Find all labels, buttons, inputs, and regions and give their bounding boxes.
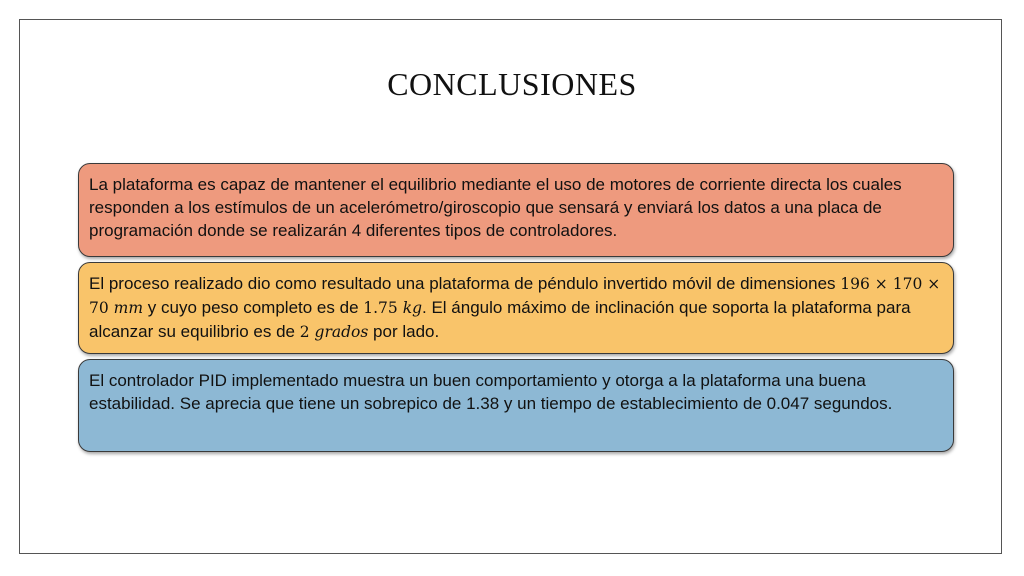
dimension-1: 196 [840, 275, 870, 293]
conclusion-box-1 [78, 163, 954, 257]
angle-value: 2 [299, 323, 310, 341]
times-sign-1: × [869, 275, 893, 293]
conclusion-2-part-4: por lado. [368, 322, 440, 341]
dimension-3: 70 [89, 299, 109, 317]
dimension-2: 170 [892, 275, 923, 293]
conclusion-2-part-2: y cuyo peso completo es de [143, 298, 364, 317]
conclusion-text-1: La plataforma es capaz de mantener el equilibrio mediante el uso de motores de corriente directa los cuales responden a los estímulos de un acelerómetro/giroscopio que sensará y enviará los datos a una placa de programación donde se realizarán 4 diferentes tipos de controladores. [89, 175, 902, 240]
slide-title: CONCLUSIONES [387, 66, 637, 102]
conclusion-box-3 [78, 359, 954, 452]
conclusion-text-2 [89, 272, 943, 344]
times-sign-2: × [922, 275, 941, 293]
weight-value: 1.75 [363, 299, 398, 317]
conclusion-2-part-3: . El ángulo máximo de inclinación que soporta la plataforma para alcanzar su equilibrio es de [89, 298, 911, 341]
unit-mm: mm [108, 299, 144, 317]
unit-kg: kg [397, 299, 423, 317]
conclusion-box-2 [78, 262, 954, 354]
conclusion-2-part-1: El proceso realizado dio como resultado una plataforma de péndulo invertido móvil de dimensiones [89, 274, 841, 293]
unit-grados: grados [309, 323, 369, 341]
conclusion-text-3: El controlador PID implementado muestra un buen comportamiento y otorga a la plataforma una buena estabilidad. Se aprecia que tiene un sobrepico de 1.38 y un tiempo de establecimiento de 0.047 segundos. [89, 371, 893, 413]
